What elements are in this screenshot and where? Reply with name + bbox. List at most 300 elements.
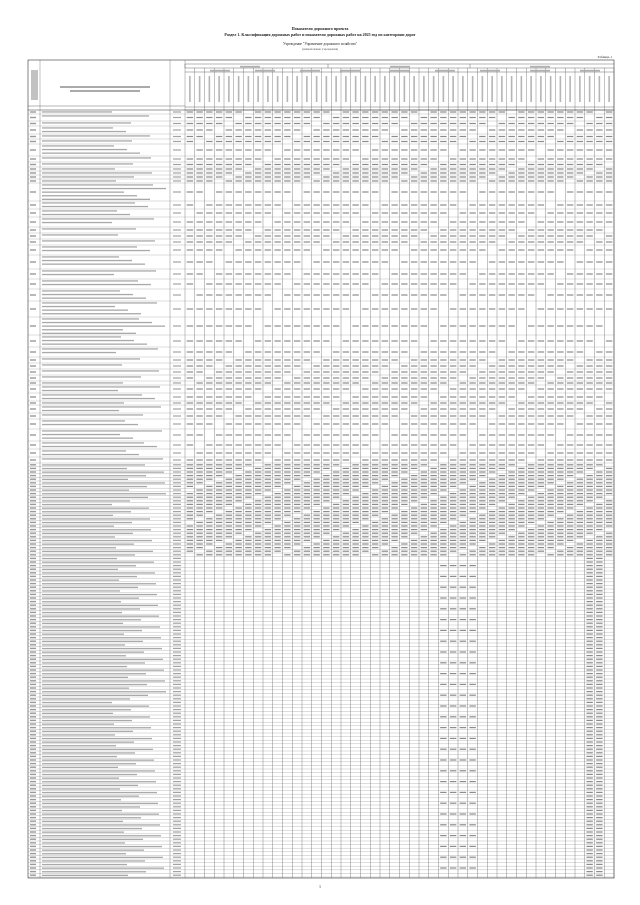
row-value-text bbox=[372, 117, 378, 118]
row-value-text bbox=[586, 325, 592, 326]
row-value-text bbox=[508, 382, 514, 383]
row-name-text bbox=[42, 264, 145, 265]
row-value-text bbox=[245, 283, 251, 284]
row-value-text bbox=[518, 402, 524, 403]
row-value-text bbox=[226, 283, 232, 284]
row-value-text bbox=[352, 522, 358, 523]
row-unit-text bbox=[173, 705, 181, 706]
row-value-text bbox=[245, 515, 251, 516]
row-value-text bbox=[313, 423, 319, 424]
row-value-text bbox=[382, 471, 388, 472]
row-value-text bbox=[226, 117, 232, 118]
row-value-text bbox=[206, 129, 212, 130]
row-value-text bbox=[508, 388, 514, 389]
row-value-text bbox=[382, 522, 388, 523]
row-value-text bbox=[362, 117, 368, 118]
row-value-text bbox=[450, 434, 456, 435]
row-value-text bbox=[333, 554, 339, 555]
row-value-text bbox=[401, 434, 407, 435]
row-unit-text bbox=[173, 111, 181, 112]
row-value-text bbox=[216, 377, 222, 378]
row-value-text bbox=[196, 235, 202, 236]
row-value-text bbox=[606, 551, 612, 552]
row-value-text bbox=[343, 402, 349, 403]
row-value-text bbox=[304, 212, 310, 213]
row-value-text bbox=[577, 229, 583, 230]
row-value-text bbox=[265, 365, 271, 366]
row-value-text bbox=[421, 529, 427, 530]
row-name-text bbox=[42, 274, 114, 275]
row-value-text bbox=[323, 434, 329, 435]
row-value-text bbox=[265, 551, 271, 552]
row-value-text bbox=[274, 551, 280, 552]
row-value-text bbox=[313, 497, 319, 498]
row-value-text bbox=[294, 249, 300, 250]
row-value-text bbox=[304, 536, 310, 537]
row-value-text bbox=[547, 423, 553, 424]
header-group-text bbox=[530, 70, 550, 72]
row-value-text bbox=[411, 136, 417, 137]
row-unit-text bbox=[173, 191, 181, 192]
row-value-text bbox=[547, 212, 553, 213]
row-value-text bbox=[479, 547, 485, 548]
row-value-text bbox=[596, 839, 602, 840]
row-index-text bbox=[30, 452, 36, 453]
row-value-text bbox=[596, 464, 602, 465]
row-index-text bbox=[30, 388, 36, 389]
row-value-text bbox=[206, 325, 212, 326]
row-index-text bbox=[30, 727, 36, 728]
row-value-text bbox=[440, 273, 446, 274]
row-name-text bbox=[42, 430, 162, 431]
row-value-text bbox=[479, 172, 485, 173]
row-value-text bbox=[596, 351, 602, 352]
row-value-text bbox=[421, 371, 427, 372]
row-value-text bbox=[557, 479, 563, 480]
row-value-text bbox=[586, 777, 592, 778]
row-index-text bbox=[30, 583, 36, 584]
row-value-text bbox=[606, 415, 612, 416]
row-index-text bbox=[30, 249, 36, 250]
row-value-text bbox=[538, 283, 544, 284]
row-name-text bbox=[42, 168, 115, 169]
row-value-text bbox=[245, 479, 251, 480]
row-value-text bbox=[528, 325, 534, 326]
row-value-text bbox=[294, 402, 300, 403]
row-value-text bbox=[460, 351, 466, 352]
row-value-text bbox=[450, 340, 456, 341]
row-value-text bbox=[489, 221, 495, 222]
row-value-text bbox=[596, 551, 602, 552]
row-value-text bbox=[479, 164, 485, 165]
row-value-text bbox=[440, 651, 446, 652]
row-value-text bbox=[391, 325, 397, 326]
row-unit-text bbox=[173, 149, 181, 150]
row-value-text bbox=[274, 359, 280, 360]
row-value-text bbox=[518, 283, 524, 284]
row-value-text bbox=[226, 525, 232, 526]
row-index-text bbox=[30, 803, 36, 804]
row-value-text bbox=[226, 554, 232, 555]
row-value-text bbox=[294, 500, 300, 501]
row-value-text bbox=[382, 377, 388, 378]
row-value-text bbox=[352, 117, 358, 118]
row-value-text bbox=[421, 522, 427, 523]
row-name-text bbox=[42, 698, 130, 699]
row-value-text bbox=[508, 518, 514, 519]
row-value-text bbox=[333, 423, 339, 424]
row-value-text bbox=[479, 402, 485, 403]
row-value-text bbox=[421, 129, 427, 130]
row-value-text bbox=[362, 273, 368, 274]
row-value-text bbox=[382, 111, 388, 112]
row-value-text bbox=[372, 273, 378, 274]
row-value-text bbox=[538, 249, 544, 250]
row-value-text bbox=[411, 547, 417, 548]
row-unit-text bbox=[173, 468, 181, 469]
row-value-text bbox=[508, 212, 514, 213]
row-value-text bbox=[196, 340, 202, 341]
row-name-text bbox=[42, 598, 139, 599]
row-value-text bbox=[421, 172, 427, 173]
row-value-text bbox=[421, 415, 427, 416]
row-value-text bbox=[528, 168, 534, 169]
row-value-text bbox=[489, 486, 495, 487]
row-index-text bbox=[30, 365, 36, 366]
row-value-text bbox=[469, 471, 475, 472]
row-value-text bbox=[372, 180, 378, 181]
row-value-text bbox=[538, 136, 544, 137]
row-name-text bbox=[42, 551, 153, 552]
row-value-text bbox=[567, 444, 573, 445]
row-value-text bbox=[508, 479, 514, 480]
row-value-text bbox=[411, 543, 417, 544]
row-value-text bbox=[391, 464, 397, 465]
row-value-text bbox=[382, 249, 388, 250]
row-index-text bbox=[30, 136, 36, 137]
row-value-text bbox=[479, 554, 485, 555]
row-index-text bbox=[30, 731, 36, 732]
row-value-text bbox=[352, 235, 358, 236]
row-value-text bbox=[372, 149, 378, 150]
row-value-text bbox=[333, 351, 339, 352]
row-value-text bbox=[421, 497, 427, 498]
row-name-text bbox=[42, 131, 126, 132]
row-value-text bbox=[372, 396, 378, 397]
row-value-text bbox=[547, 273, 553, 274]
row-value-text bbox=[352, 543, 358, 544]
row-value-text bbox=[411, 141, 417, 142]
row-value-text bbox=[606, 294, 612, 295]
row-value-text bbox=[313, 525, 319, 526]
row-unit-text bbox=[173, 500, 181, 501]
row-value-text bbox=[352, 533, 358, 534]
header-cell-text bbox=[569, 76, 571, 102]
row-value-text bbox=[226, 129, 232, 130]
row-value-text bbox=[333, 191, 339, 192]
row-name-text bbox=[42, 623, 123, 624]
row-name-text bbox=[42, 475, 146, 476]
row-unit-text bbox=[173, 565, 181, 566]
row-value-text bbox=[206, 522, 212, 523]
row-value-text bbox=[284, 371, 290, 372]
row-value-text bbox=[284, 396, 290, 397]
row-value-text bbox=[187, 511, 193, 512]
row-value-text bbox=[586, 612, 592, 613]
row-value-text bbox=[323, 500, 329, 501]
header-cell-text bbox=[384, 76, 386, 102]
row-value-text bbox=[586, 727, 592, 728]
row-value-text bbox=[596, 709, 602, 710]
row-value-text bbox=[440, 695, 446, 696]
row-value-text bbox=[460, 402, 466, 403]
row-value-text bbox=[304, 283, 310, 284]
row-value-text bbox=[596, 666, 602, 667]
row-value-text bbox=[245, 471, 251, 472]
row-value-text bbox=[343, 158, 349, 159]
row-value-text bbox=[469, 576, 475, 577]
row-value-text bbox=[440, 117, 446, 118]
row-value-text bbox=[284, 191, 290, 192]
row-value-text bbox=[586, 565, 592, 566]
row-value-text bbox=[577, 191, 583, 192]
row-value-text bbox=[518, 117, 524, 118]
row-value-text bbox=[450, 235, 456, 236]
row-value-text bbox=[460, 408, 466, 409]
row-value-text bbox=[226, 212, 232, 213]
row-value-text bbox=[226, 164, 232, 165]
row-value-text bbox=[469, 749, 475, 750]
row-value-text bbox=[606, 168, 612, 169]
row-value-text bbox=[596, 359, 602, 360]
row-value-text bbox=[333, 212, 339, 213]
row-value-text bbox=[323, 518, 329, 519]
row-value-text bbox=[489, 235, 495, 236]
row-value-text bbox=[391, 351, 397, 352]
row-value-text bbox=[479, 540, 485, 541]
row-value-text bbox=[440, 684, 446, 685]
row-value-text bbox=[499, 551, 505, 552]
row-value-text bbox=[323, 493, 329, 494]
row-value-text bbox=[606, 475, 612, 476]
row-value-text bbox=[274, 229, 280, 230]
row-index-text bbox=[30, 749, 36, 750]
row-value-text bbox=[538, 172, 544, 173]
row-value-text bbox=[499, 261, 505, 262]
row-value-text bbox=[187, 377, 193, 378]
row-value-text bbox=[313, 377, 319, 378]
row-value-text bbox=[391, 308, 397, 309]
header-cell-text bbox=[501, 76, 503, 102]
row-value-text bbox=[440, 468, 446, 469]
row-name-text bbox=[42, 713, 113, 714]
row-value-text bbox=[235, 212, 241, 213]
row-value-text bbox=[411, 325, 417, 326]
row-value-text bbox=[596, 777, 602, 778]
row-value-text bbox=[557, 444, 563, 445]
row-value-text bbox=[294, 129, 300, 130]
row-value-text bbox=[508, 117, 514, 118]
row-value-text bbox=[343, 180, 349, 181]
row-index-text bbox=[30, 529, 36, 530]
row-value-text bbox=[567, 117, 573, 118]
row-value-text bbox=[245, 204, 251, 205]
row-value-text bbox=[528, 235, 534, 236]
row-index-text bbox=[30, 615, 36, 616]
row-value-text bbox=[401, 377, 407, 378]
row-value-text bbox=[586, 579, 592, 580]
row-value-text bbox=[577, 382, 583, 383]
row-value-text bbox=[274, 308, 280, 309]
row-value-text bbox=[547, 525, 553, 526]
row-value-text bbox=[538, 229, 544, 230]
row-value-text bbox=[430, 158, 436, 159]
row-value-text bbox=[323, 294, 329, 295]
row-value-text bbox=[460, 168, 466, 169]
document-title: Показатели дорожного проекта bbox=[291, 26, 349, 31]
row-value-text bbox=[528, 475, 534, 476]
row-value-text bbox=[352, 229, 358, 230]
row-value-text bbox=[450, 229, 456, 230]
row-index-text bbox=[30, 117, 36, 118]
row-value-text bbox=[372, 365, 378, 366]
row-name-text bbox=[42, 637, 161, 638]
row-value-text bbox=[372, 308, 378, 309]
row-value-text bbox=[284, 489, 290, 490]
row-index-text bbox=[30, 673, 36, 674]
row-unit-text bbox=[173, 864, 181, 865]
row-value-text bbox=[323, 533, 329, 534]
row-value-text bbox=[304, 176, 310, 177]
row-value-text bbox=[469, 551, 475, 552]
row-value-text bbox=[518, 294, 524, 295]
row-value-text bbox=[508, 522, 514, 523]
row-value-text bbox=[469, 507, 475, 508]
row-value-text bbox=[401, 273, 407, 274]
row-value-text bbox=[538, 511, 544, 512]
row-value-text bbox=[187, 168, 193, 169]
row-value-text bbox=[469, 149, 475, 150]
row-value-text bbox=[577, 365, 583, 366]
row-value-text bbox=[577, 371, 583, 372]
row-value-text bbox=[440, 408, 446, 409]
row-value-text bbox=[557, 325, 563, 326]
row-value-text bbox=[430, 444, 436, 445]
row-value-text bbox=[284, 459, 290, 460]
row-value-text bbox=[362, 158, 368, 159]
row-value-text bbox=[596, 842, 602, 843]
row-value-text bbox=[323, 497, 329, 498]
row-value-text bbox=[323, 261, 329, 262]
row-value-text bbox=[216, 273, 222, 274]
row-value-text bbox=[479, 351, 485, 352]
row-value-text bbox=[323, 158, 329, 159]
row-value-text bbox=[411, 525, 417, 526]
row-value-text bbox=[206, 504, 212, 505]
row-value-text bbox=[479, 529, 485, 530]
row-name-text bbox=[42, 860, 145, 861]
row-value-text bbox=[323, 136, 329, 137]
row-unit-text bbox=[173, 673, 181, 674]
row-value-text bbox=[245, 212, 251, 213]
row-value-text bbox=[508, 204, 514, 205]
row-value-text bbox=[323, 554, 329, 555]
row-value-text bbox=[313, 221, 319, 222]
row-value-text bbox=[547, 415, 553, 416]
row-value-text bbox=[567, 515, 573, 516]
row-value-text bbox=[596, 561, 602, 562]
row-value-text bbox=[284, 533, 290, 534]
row-value-text bbox=[450, 705, 456, 706]
header-group-text bbox=[300, 70, 320, 72]
row-value-text bbox=[538, 547, 544, 548]
row-value-text bbox=[421, 551, 427, 552]
row-name-text bbox=[42, 500, 130, 501]
row-index-text bbox=[30, 752, 36, 753]
row-index-text bbox=[30, 493, 36, 494]
row-value-text bbox=[460, 867, 466, 868]
row-value-text bbox=[586, 249, 592, 250]
row-value-text bbox=[547, 452, 553, 453]
row-index-text bbox=[30, 716, 36, 717]
row-value-text bbox=[557, 468, 563, 469]
row-value-text bbox=[469, 695, 475, 696]
row-value-text bbox=[577, 522, 583, 523]
row-value-text bbox=[479, 486, 485, 487]
row-value-text bbox=[245, 489, 251, 490]
row-value-text bbox=[557, 529, 563, 530]
row-value-text bbox=[313, 551, 319, 552]
row-value-text bbox=[313, 325, 319, 326]
row-value-text bbox=[577, 351, 583, 352]
row-value-text bbox=[294, 479, 300, 480]
header-cell-text bbox=[209, 76, 211, 102]
row-value-text bbox=[362, 111, 368, 112]
row-value-text bbox=[294, 123, 300, 124]
row-value-text bbox=[469, 235, 475, 236]
row-value-text bbox=[586, 359, 592, 360]
row-index-text bbox=[30, 687, 36, 688]
row-value-text bbox=[596, 525, 602, 526]
row-value-text bbox=[460, 630, 466, 631]
row-value-text bbox=[382, 176, 388, 177]
row-value-text bbox=[508, 273, 514, 274]
row-value-text bbox=[586, 382, 592, 383]
row-value-text bbox=[460, 493, 466, 494]
row-value-text bbox=[586, 792, 592, 793]
row-value-text bbox=[352, 168, 358, 169]
row-value-text bbox=[284, 540, 290, 541]
header-cell-text bbox=[413, 76, 415, 102]
row-value-text bbox=[586, 415, 592, 416]
row-value-text bbox=[557, 249, 563, 250]
row-value-text bbox=[460, 164, 466, 165]
row-value-text bbox=[450, 164, 456, 165]
row-value-text bbox=[382, 382, 388, 383]
row-value-text bbox=[460, 261, 466, 262]
row-unit-text bbox=[173, 408, 181, 409]
row-value-text bbox=[274, 325, 280, 326]
row-unit-text bbox=[173, 164, 181, 165]
row-index-text bbox=[30, 720, 36, 721]
row-value-text bbox=[333, 204, 339, 205]
row-value-text bbox=[206, 402, 212, 403]
row-value-text bbox=[499, 500, 505, 501]
row-value-text bbox=[391, 515, 397, 516]
row-value-text bbox=[313, 283, 319, 284]
row-index-text bbox=[30, 630, 36, 631]
row-value-text bbox=[411, 249, 417, 250]
